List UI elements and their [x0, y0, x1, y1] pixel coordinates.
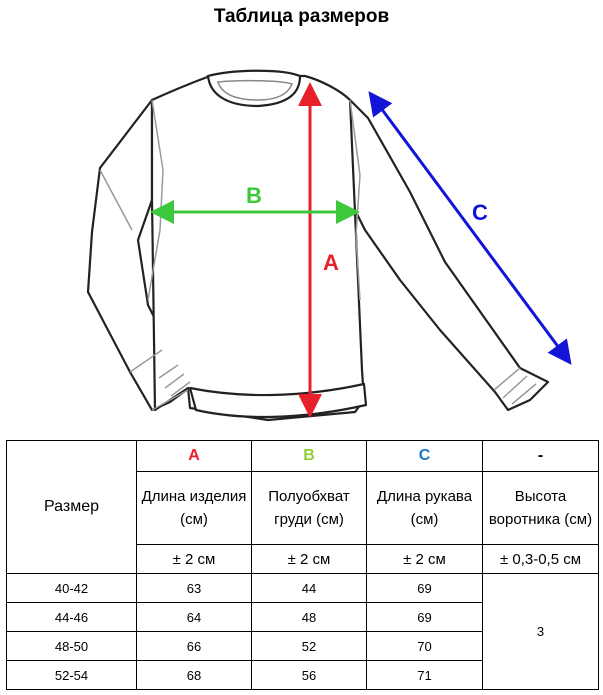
- cell-c: 70: [367, 632, 483, 661]
- cell-b: 48: [252, 603, 367, 632]
- label-b: B: [246, 183, 262, 208]
- col-name-collar: Высота воротника (см): [483, 472, 599, 545]
- cell-c: 69: [367, 603, 483, 632]
- cell-size: 52-54: [7, 661, 137, 690]
- col-name-a: Длина изделия (см): [137, 472, 252, 545]
- page-title: Таблица размеров: [213, 6, 390, 27]
- col-name-b: Полуобхват груди (см): [252, 472, 367, 545]
- col-tolerance-collar: ± 0,3-0,5 см: [483, 545, 599, 574]
- cell-a: 63: [137, 574, 252, 603]
- cell-b: 52: [252, 632, 367, 661]
- col-tolerance-a: ± 2 см: [137, 545, 252, 574]
- header-letter-row: [7, 441, 599, 472]
- col-letter-c: C: [367, 441, 483, 472]
- col-tolerance-b: ± 2 см: [252, 545, 367, 574]
- size-table: [6, 440, 599, 690]
- cell-a: 68: [137, 661, 252, 690]
- label-a: A: [323, 250, 339, 275]
- cell-a: 66: [137, 632, 252, 661]
- cell-size: 40-42: [7, 574, 137, 603]
- cell-b: 56: [252, 661, 367, 690]
- cell-c: 69: [367, 574, 483, 603]
- size-header: Размер: [7, 441, 137, 574]
- cell-c: 71: [367, 661, 483, 690]
- col-tolerance-c: ± 2 см: [367, 545, 483, 574]
- cell-b: 44: [252, 574, 367, 603]
- col-name-c: Длина рукава (см): [367, 472, 483, 545]
- col-letter-b: B: [252, 441, 367, 472]
- cell-size: 48-50: [7, 632, 137, 661]
- cell-collar: 3: [483, 574, 599, 690]
- table-row: [7, 574, 599, 603]
- col-letter-collar: -: [483, 441, 599, 472]
- col-letter-a: A: [137, 441, 252, 472]
- cell-size: 44-46: [7, 603, 137, 632]
- label-c: C: [472, 200, 488, 225]
- cell-a: 64: [137, 603, 252, 632]
